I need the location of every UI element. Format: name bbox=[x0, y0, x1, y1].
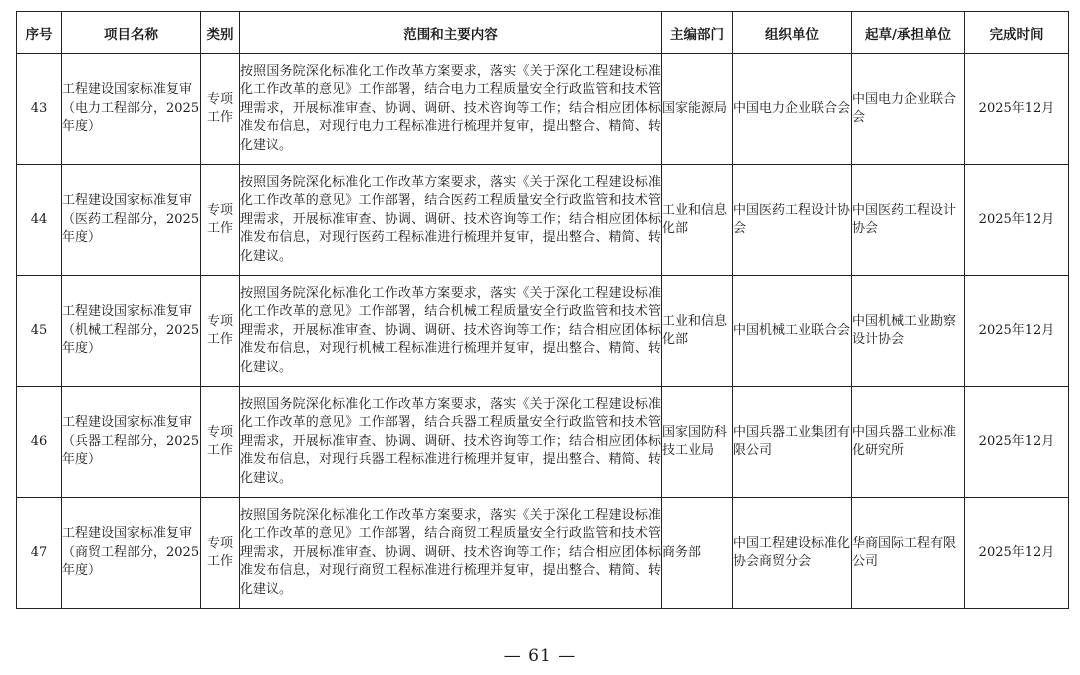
header-row bbox=[17, 12, 1069, 54]
scope-content: 按照国务院深化标准化工作改革方案要求，落实《关于深化工程建设标准化工作改革的意见》工作部署，结合兵器工程质量安全行政监管和技术管理需求，开展标准审查、协调、调研、技术咨询等工作；结合相应团体标准发布信息，对现行兵器工程标准进行梳理并复审，提出整合、精简、转化建议。 bbox=[240, 387, 662, 498]
table-row bbox=[17, 276, 1069, 387]
scope-content: 按照国务院深化标准化工作改革方案要求，落实《关于深化工程建设标准化工作改革的意见》工作部署，结合医药工程质量安全行政监管和技术管理需求，开展标准审查、协调、调研、技术咨询等工作；结合相应团体标准发布信息，对现行医药工程标准进行梳理并复审，提出整合、精简、转化建议。 bbox=[240, 165, 662, 276]
chief-editor-dept: 工业和信息化部 bbox=[662, 165, 733, 276]
completion-date: 2025年12月 bbox=[965, 54, 1069, 165]
chief-editor-dept: 国家国防科技工业局 bbox=[662, 387, 733, 498]
header-drafter: 起草/承担单位 bbox=[852, 12, 965, 54]
project-name: 工程建设国家标准复审（医药工程部分，2025年度） bbox=[62, 165, 201, 276]
organizing-unit: 中国工程建设标准化协会商贸分会 bbox=[733, 498, 852, 609]
header-content: 范围和主要内容 bbox=[240, 12, 662, 54]
scope-content: 按照国务院深化标准化工作改革方案要求，落实《关于深化工程建设标准化工作改革的意见》工作部署，结合机械工程质量安全行政监管和技术管理需求，开展标准审查、协调、调研、技术咨询等工作；结合相应团体标准发布信息，对现行机械工程标准进行梳理并复审，提出整合、精简、转化建议。 bbox=[240, 276, 662, 387]
completion-date: 2025年12月 bbox=[965, 387, 1069, 498]
header-date: 完成时间 bbox=[965, 12, 1069, 54]
project-category: 专项工作 bbox=[201, 54, 240, 165]
project-category: 专项工作 bbox=[201, 387, 240, 498]
scope-content: 按照国务院深化标准化工作改革方案要求，落实《关于深化工程建设标准化工作改革的意见》工作部署，结合电力工程质量安全行政监管和技术管理需求，开展标准审查、协调、调研、技术咨询等工作；结合相应团体标准发布信息，对现行电力工程标准进行梳理并复审，提出整合、精简、转化建议。 bbox=[240, 54, 662, 165]
project-name: 工程建设国家标准复审（兵器工程部分，2025年度） bbox=[62, 387, 201, 498]
table-row bbox=[17, 387, 1069, 498]
header-org: 组织单位 bbox=[733, 12, 852, 54]
row-number: 47 bbox=[17, 498, 62, 609]
chief-editor-dept: 国家能源局 bbox=[662, 54, 733, 165]
project-name: 工程建设国家标准复审（机械工程部分，2025年度） bbox=[62, 276, 201, 387]
row-number: 45 bbox=[17, 276, 62, 387]
completion-date: 2025年12月 bbox=[965, 276, 1069, 387]
header-no: 序号 bbox=[17, 12, 62, 54]
scope-content: 按照国务院深化标准化工作改革方案要求，落实《关于深化工程建设标准化工作改革的意见》工作部署，结合商贸工程质量安全行政监管和技术管理需求，开展标准审查、协调、调研、技术咨询等工作；结合相应团体标准发布信息，对现行商贸工程标准进行梳理并复审，提出整合、精简、转化建议。 bbox=[240, 498, 662, 609]
drafting-unit: 华商国际工程有限公司 bbox=[852, 498, 965, 609]
project-category: 专项工作 bbox=[201, 498, 240, 609]
project-category: 专项工作 bbox=[201, 165, 240, 276]
drafting-unit: 中国医药工程设计协会 bbox=[852, 165, 965, 276]
project-category: 专项工作 bbox=[201, 276, 240, 387]
row-number: 46 bbox=[17, 387, 62, 498]
row-number: 43 bbox=[17, 54, 62, 165]
table-row bbox=[17, 498, 1069, 609]
table-row bbox=[17, 165, 1069, 276]
page-number: — 61 — bbox=[503, 646, 577, 666]
organizing-unit: 中国电力企业联合会 bbox=[733, 54, 852, 165]
row-number: 44 bbox=[17, 165, 62, 276]
standards-table bbox=[16, 11, 1069, 609]
organizing-unit: 中国机械工业联合会 bbox=[733, 276, 852, 387]
header-name: 项目名称 bbox=[62, 12, 201, 54]
project-name: 工程建设国家标准复审（商贸工程部分，2025年度） bbox=[62, 498, 201, 609]
chief-editor-dept: 工业和信息化部 bbox=[662, 276, 733, 387]
completion-date: 2025年12月 bbox=[965, 165, 1069, 276]
organizing-unit: 中国医药工程设计协会 bbox=[733, 165, 852, 276]
drafting-unit: 中国机械工业勘察设计协会 bbox=[852, 276, 965, 387]
table-row bbox=[17, 54, 1069, 165]
drafting-unit: 中国兵器工业标准化研究所 bbox=[852, 387, 965, 498]
header-dept: 主编部门 bbox=[662, 12, 733, 54]
header-type: 类别 bbox=[201, 12, 240, 54]
completion-date: 2025年12月 bbox=[965, 498, 1069, 609]
chief-editor-dept: 商务部 bbox=[662, 498, 733, 609]
project-name: 工程建设国家标准复审（电力工程部分，2025年度） bbox=[62, 54, 201, 165]
drafting-unit: 中国电力企业联合会 bbox=[852, 54, 965, 165]
organizing-unit: 中国兵器工业集团有限公司 bbox=[733, 387, 852, 498]
